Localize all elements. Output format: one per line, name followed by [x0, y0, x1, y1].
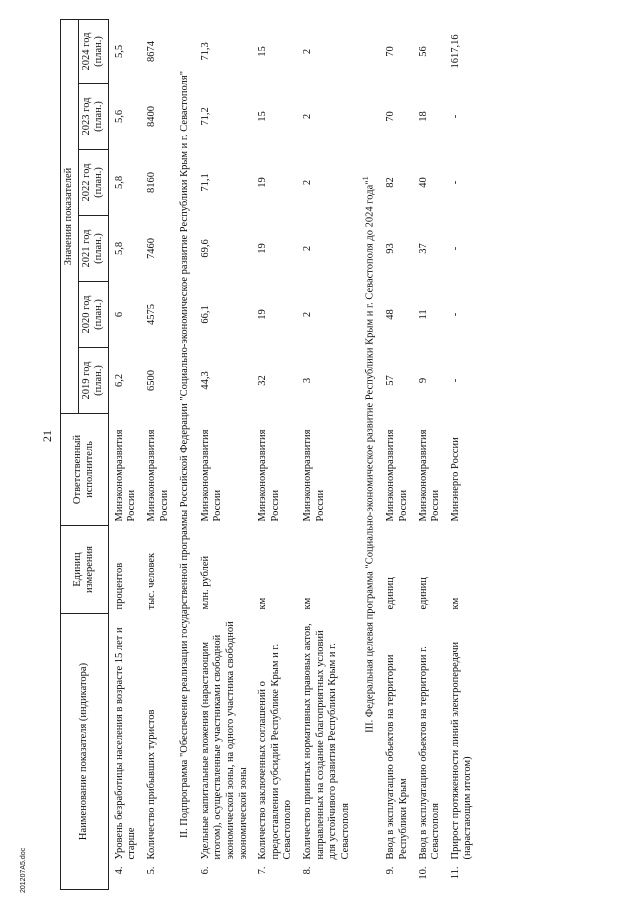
table-row: [252, 19, 297, 889]
row-index: 8.: [301, 866, 313, 875]
row-value: 8160: [145, 171, 157, 193]
row-executor: Минэкономразвития России: [113, 429, 138, 522]
row-index: 4.: [113, 866, 125, 875]
row-unit: единиц: [385, 577, 397, 610]
row-value: 6500: [145, 369, 157, 391]
section-3-footnote-mark: 1: [360, 176, 371, 181]
indicators-table: [60, 19, 477, 890]
row-value: 19: [257, 177, 269, 188]
section-3-cell: [354, 19, 380, 889]
row-unit: тыс. человек: [145, 552, 157, 610]
row-value: 71,2: [199, 107, 211, 126]
header-values-group: Значения показателей: [61, 19, 79, 413]
row-value: 32: [257, 375, 269, 386]
row-value: 4575: [145, 303, 157, 325]
header-year-2019: 2019 год (план.): [78, 347, 108, 413]
row-index: 9.: [385, 866, 397, 875]
row-executor: Минэкономразвития России: [301, 429, 326, 522]
row-unit: км: [301, 597, 313, 610]
row-name: Уровень безработицы населения в возрасте 15 лет и старше: [113, 627, 138, 860]
table-row: [108, 19, 141, 889]
row-value: 2: [301, 48, 313, 55]
row-value: 5,6: [113, 109, 125, 124]
row-value: 82: [385, 177, 397, 188]
row-executor: Минэкономразвития России: [385, 429, 409, 522]
table-row: [380, 19, 412, 889]
section-header-row: [354, 19, 380, 889]
row-value: 3: [301, 377, 313, 384]
row-value: 5,8: [113, 175, 125, 190]
section-2-title: II. Подпрограмма "Обеспечение реализации государственной программы Российской Федерации "Социально-экономическое развитие Республики Крым и г. Севастополя": [179, 70, 191, 838]
row-value: -: [449, 312, 461, 317]
row-name: Прирост протяженности линий электропередачи (нарастающим итогом): [449, 641, 474, 860]
header-year-2020: 2020 год (план.): [78, 281, 108, 347]
row-name: Ввод в эксплуатацию объектов на территории Республики Крым: [385, 654, 409, 860]
row-name: Ввод в эксплуатацию объектов на территории г. Севастополя: [417, 646, 442, 860]
row-value: 93: [385, 243, 397, 254]
header-unit: Единиц измерения: [61, 525, 109, 613]
header-year-2022: 2022 год (план.): [78, 149, 108, 215]
page-number: 21: [40, 430, 54, 442]
row-value: 1617,16: [449, 34, 461, 69]
row-executor: Минэкономразвития России: [257, 429, 281, 522]
row-index: 6.: [199, 866, 211, 875]
row-name: Количество прибывших туристов: [145, 709, 157, 860]
row-value: 66,1: [199, 305, 211, 324]
header-executor: Ответственный исполнитель: [61, 413, 109, 525]
row-value: 57: [385, 375, 397, 386]
section-3-title: III. Федеральная целевая программа "Социально-экономическое развитие Республики Крым и г. Севастополя до 2024 года": [364, 180, 376, 733]
header-year-2021: 2021 год (план.): [78, 215, 108, 281]
row-value: -: [449, 378, 461, 383]
table-row: [141, 19, 173, 889]
document-footer: 201207A5.doc: [20, 847, 27, 893]
header-year-2024: 2024 год (план.): [78, 19, 108, 83]
row-unit: км: [257, 597, 269, 610]
row-value: -: [449, 114, 461, 119]
row-index: 11.: [449, 866, 461, 880]
row-value: 70: [385, 46, 397, 57]
row-value: -: [449, 246, 461, 251]
row-value: 18: [417, 111, 429, 122]
row-executor: Минэкономразвития России: [417, 429, 442, 522]
row-value: 6: [113, 311, 125, 318]
row-value: 8400: [145, 105, 157, 127]
row-unit: млн. рублей: [199, 555, 211, 610]
row-executor: Минэкономразвития России: [199, 429, 224, 522]
rotated-table-page: [60, 20, 626, 890]
row-value: 19: [257, 243, 269, 254]
row-executor: Минэнерго России: [449, 437, 461, 522]
row-value: 37: [417, 243, 429, 254]
row-name: Количество заключенных соглашений о предоставлении субсидий Республике Крым и г. Севастополю: [257, 643, 294, 860]
row-value: 40: [417, 177, 429, 188]
row-name: Удельные капитальные вложения (нарастающим итогом), осуществленные участниками свободной экономической зоны, на одного участника свободной экономической зоны: [199, 621, 249, 860]
row-name: Количество принятых нормативных правовых актов, направленных на создание благоприятных условий для устойчивого развития Республики Крым и г. Севастополя: [301, 623, 351, 860]
row-value: 19: [257, 309, 269, 320]
table-row: [413, 19, 445, 889]
table-row: [297, 19, 354, 889]
row-value: 15: [257, 46, 269, 57]
row-unit: единиц: [417, 577, 429, 610]
table-row: [195, 19, 252, 889]
header-name: Наименование показателя (индикатора): [61, 613, 109, 889]
row-value: 8674: [145, 40, 157, 62]
row-value: 5,5: [113, 44, 125, 59]
row-value: 69,6: [199, 239, 211, 258]
row-value: 70: [385, 111, 397, 122]
row-executor: Минэкономразвития России: [145, 429, 170, 522]
row-value: 2: [301, 245, 313, 252]
row-value: 2: [301, 311, 313, 318]
row-value: 48: [385, 309, 397, 320]
row-value: 71,1: [199, 173, 211, 192]
row-unit: км: [449, 597, 461, 610]
row-unit: процентов: [113, 562, 125, 610]
row-value: 11: [417, 309, 429, 320]
row-value: 7460: [145, 237, 157, 259]
row-index: 5.: [145, 866, 157, 875]
header-year-2023: 2023 год (план.): [78, 83, 108, 149]
row-value: 15: [257, 111, 269, 122]
row-value: -: [449, 180, 461, 185]
row-value: 2: [301, 113, 313, 120]
row-value: 6,2: [113, 373, 125, 388]
row-value: 2: [301, 179, 313, 186]
row-index: 10.: [417, 866, 429, 880]
row-value: 56: [417, 46, 429, 57]
row-index: 7.: [257, 866, 269, 875]
row-value: 5,8: [113, 241, 125, 256]
section-header-row: [173, 19, 195, 889]
row-value: 44,3: [199, 371, 211, 390]
row-value: 71,3: [199, 42, 211, 61]
row-value: 9: [417, 377, 429, 384]
table-row: [445, 19, 477, 889]
